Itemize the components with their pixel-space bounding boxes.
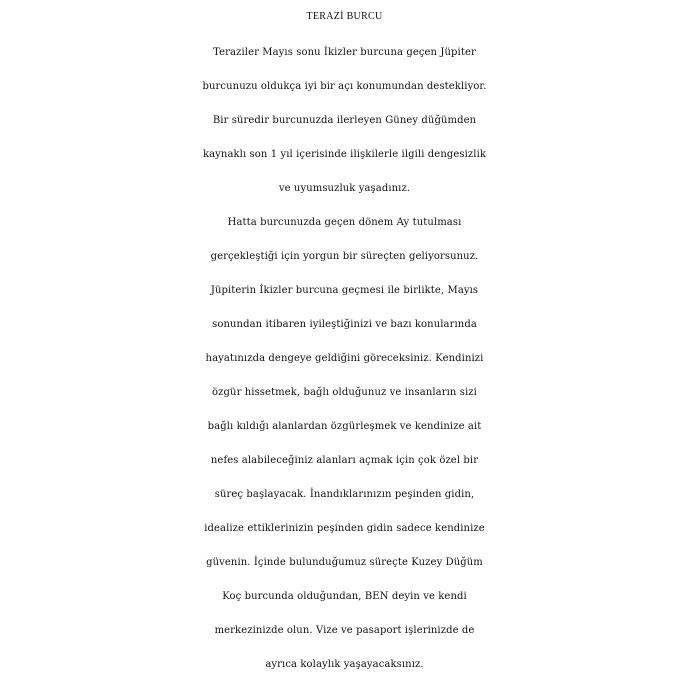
text-line: ayrıca kolaylık yaşayacaksınız.	[265, 659, 424, 670]
page-title: TERAZİ BURCU	[306, 11, 383, 22]
text-line: Bir süredir burcunuzda ilerleyen Güney düğümden	[212, 115, 477, 126]
text-line: kaynaklı son 1 yıl içerisinde ilişkilerle ilgili dengesizlik	[202, 149, 487, 160]
text-line: Teraziler Mayıs sonu İkizler burcuna geçen Jüpiter	[213, 47, 476, 58]
text-line: Koç burcunda olduğundan, BEN deyin ve kendi	[222, 591, 467, 602]
text-line: Hatta burcunuzda geçen dönem Ay tutulması	[227, 217, 462, 228]
text-line: ve uyumsuzluk yaşadınız.	[278, 183, 411, 194]
text-line: idealize ettiklerinizin peşinden gidin sadece kendinize	[204, 523, 485, 534]
text-line: burcunuzu oldukça iyi bir açı konumundan destekliyor.	[202, 81, 487, 92]
text-line: bağlı kıldığı alanlardan özgürleşmek ve kendinize ait	[207, 421, 482, 432]
text-line: özgür hissetmek, bağlı olduğunuz ve insanların sizi	[212, 387, 477, 398]
text-line: sonundan itibaren iyileştiğinizi ve bazı konularında	[212, 319, 477, 330]
text-line: gerçekleştiği için yorgun bir süreçten geliyorsunuz.	[210, 251, 479, 262]
text-line: merkezinizde olun. Vize ve pasaport işlerinizde de	[214, 625, 475, 636]
text-line: hayatınızda dengeye geldiğini göreceksiniz. Kendinizi	[205, 353, 484, 364]
text-line: süreç başlayacak. İnandıklarınızın peşinden gidin,	[214, 489, 475, 500]
text-line: Jüpiterin İkizler burcuna geçmesi ile birlikte, Mayıs	[210, 285, 479, 296]
text-line: nefes alabileceğiniz alanları açmak için çok özel bir	[210, 455, 479, 466]
text-line: güvenin. İçinde bulunduğumuz süreçte Kuzey Düğüm	[206, 557, 483, 568]
